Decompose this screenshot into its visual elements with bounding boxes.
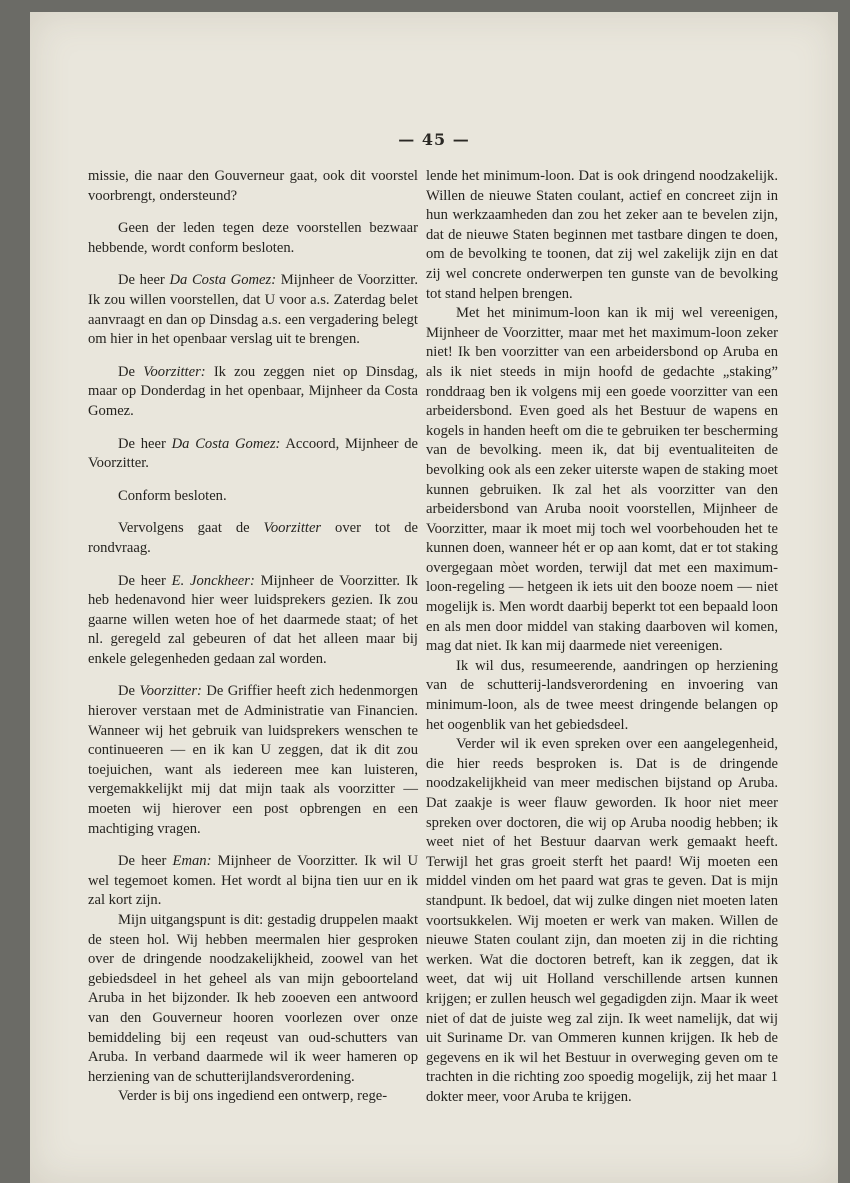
speaker-paragraph	[88, 682, 418, 839]
speaker-prefix: De heer	[118, 572, 172, 589]
left-column	[88, 167, 418, 1107]
document-page	[30, 12, 838, 1183]
speaker-prefix: De heer	[118, 272, 170, 289]
paragraph: Verder wil ik even spreken over een aangelegenheid, die hier reeds besproken is. Dat is de dringende noodzakelijkheid van meer medischen bijstand op Aruba. Dat zaakje is weer flauw geworden. Ik hoor niet meer spreken over doctoren, die wij op Aruba noodig hebben; ik weet niet of het Bestuur daarvan werk gemaakt heeft. Terwijl het gras groeit sterft het paard! Wij moeten een middel vinden om het paard wat gras te geven. Dat is mijn standpunt. Ik bedoel, dat wij zulke dingen niet moeten laten voortsukkelen. Wij moeten er werk van maken. Willen de nieuwe Staten coulant zijn, dan moeten zij in die richting werken. Wat die doctoren betreft, kan ik zeggen, dat ik weet, dat wij uit Holland verschillende artsen kunnen krijgen; er zullen heusch wel gegadigden zijn. Maar ik weet niet of dat de juiste weg zal zijn. Ik weet namelijk, dat wij uit Suriname Dr. van Ommeren kunnen krijgen. Ik heb de gegevens en ik wil het Bestuur in overweging geven om te trachten in die richting zoo spoedig mogelijk, zij het maar 1 dokter meer, voor Aruba te krijgen.	[426, 736, 778, 1105]
speaker-paragraph	[88, 852, 418, 911]
speaker-name: Voorzitter	[263, 520, 322, 537]
speech-text: Mijnheer de Voorzitter. Ik wil U wel tegemoet komen. Het wordt al bijna tien uur en ik zal kort zijn.	[88, 853, 418, 909]
paragraph: Conform besloten.	[118, 487, 227, 504]
paragraph: Mijn uitgangspunt is dit: gestadig druppelen maakt de steen hol. Wij hebben meermalen hier gesproken over de dringende noodzakelijkheid, zoowel van het gebiedsdeel in het geheel als van mijn geboorteland Aruba in het bijzonder. Ik heb zooeven een antwoord van den Gouverneur hooren voorlezen over onze bemiddeling bij een reqeust van oud-schutters van Aruba. In verband daarmede wil ik weer hameren op herziening van de schutterijlandsverordening.	[88, 912, 418, 1085]
paragraph: Met het minimum-loon kan ik mij wel vereenigen, Mijnheer de Voorzitter, maar met het maximum-loon zeker niet! Ik ben voorzitter van een arbeidersbond op Aruba en als ik niet steeds in mijn hoofd de gedachte „staking” ronddraag ben ik volgens mij een goede voorzitter van een arbeidersbond. Even goed als het Bestuur de wapens en kogels in handen heeft om die te gebruiken ter bescherming van de bevolking. meen ik, dat bij eventualiteiten de bevolking ook als een zeker uiterste wapen de staking moet kunnen gebruiken. Ik zal het als voorzitter van den arbeidersbond van Aruba nooit voorstellen, Mijnheer de Voorzitter, maar ik moet mij toch wel voorbehouden het te kunnen doen, wanneer hét er op aan komt, dat er tot staking overgegaan mòet worden, terwijl dat met een maximum-loon-regeling — hetgeen ik iets uit den booze noem — niet mogelijk is. Men wordt daarbij beperkt tot een bepaald loon en als men door middel van staking daarboven wil komen, mag dat niet. Ik kan mij daarmede niet vereenigen.	[426, 305, 778, 655]
speaker-prefix: De	[118, 683, 140, 700]
speech-text: De Griffier heeft zich hedenmorgen hierover verstaan met de Administratie van Financien. Wanneer wij het gebruik van luidsprekers wenschen te continueeren — en ik kan U zeggen, dat ik dit zou toejuichen, want als iedereen mee kan luisteren, vergemakkelijkt mij dat mijn taak als voorzitter — moeten wij hierover een post opbrengen en een machtiging vragen.	[88, 683, 418, 837]
speaker-prefix: De heer	[118, 853, 173, 870]
speaker-paragraph	[88, 363, 418, 422]
paragraph: lende het minimum-loon. Dat is ook dringend noodzakelijk. Willen de nieuwe Staten coulant, actief en concreet zijn in hun werkzaamheden dan zou het zeker aan te bevelen zijn, dat de nieuwe Staten beginnen met tastbare dingen te doen, om de bevolking te toonen, dat zij wel zakelijk zijn en dat zij wel concrete onderwerpen ten gunste van de bevolking tot stand helpen brengen.	[426, 168, 778, 302]
paragraph: Verder is bij ons ingediend een ontwerp, rege-	[118, 1088, 388, 1105]
speaker-prefix: Vervolgens gaat de	[118, 520, 264, 537]
speaker-name: Da Costa Gomez:	[169, 272, 277, 289]
speaker-prefix: De	[118, 363, 144, 380]
speaker-paragraph	[88, 271, 418, 349]
right-column	[426, 167, 778, 1108]
page-number: — 45 —	[398, 130, 470, 149]
speech-text: Ik zou zeggen niet op Dinsdag, maar op Donderdag in het openbaar, Mijnheer da Costa Gomez.	[88, 363, 418, 419]
speaker-name: E. Jonckheer:	[171, 572, 255, 589]
paragraph: Geen der leden tegen deze voorstellen bezwaar hebbende, wordt conform besloten.	[88, 220, 418, 256]
speaker-paragraph	[88, 572, 418, 670]
speaker-name: Da Costa Gomez:	[171, 435, 281, 452]
paragraph: Ik wil dus, resumeerende, aandringen op herziening van de schutterij-landsverordening en invoering van minimum-loon, als de twee meest dringende belangen op het oogenblik van het gebiedsdeel.	[426, 657, 778, 733]
speaker-paragraph	[88, 519, 418, 558]
speech-text: over tot de rondvraag.	[88, 520, 419, 556]
speaker-paragraph	[88, 435, 418, 474]
speaker-prefix: De heer	[118, 435, 172, 452]
speaker-name: Voorzitter:	[143, 363, 206, 380]
speaker-name: Voorzitter:	[139, 683, 202, 700]
speaker-name: Eman:	[172, 853, 212, 870]
speech-text: Mijnheer de Voorzitter. Ik zou willen voorstellen, dat U voor a.s. Zaterdag belet aanvraagt en dan op Dinsdag a.s. een vergadering belegt om hier in het openbaar verslag uit te brengen.	[88, 272, 418, 348]
paragraph: missie, die naar den Gouverneur gaat, ook dit voorstel voorbrengt, ondersteund?	[88, 168, 418, 204]
speech-text: Accoord, Mijnheer de Voorzitter.	[88, 435, 418, 472]
speech-text: Mijnheer de Voorzitter. Ik heb hedenavond hier weer luidsprekers gezien. Ik zou gaarne willen weten hoe of het daarmede staat; of het nl. geregeld zal gebeuren of dat het alleen maar bij enkele gelegenheden gedaan zal worden.	[88, 572, 418, 667]
